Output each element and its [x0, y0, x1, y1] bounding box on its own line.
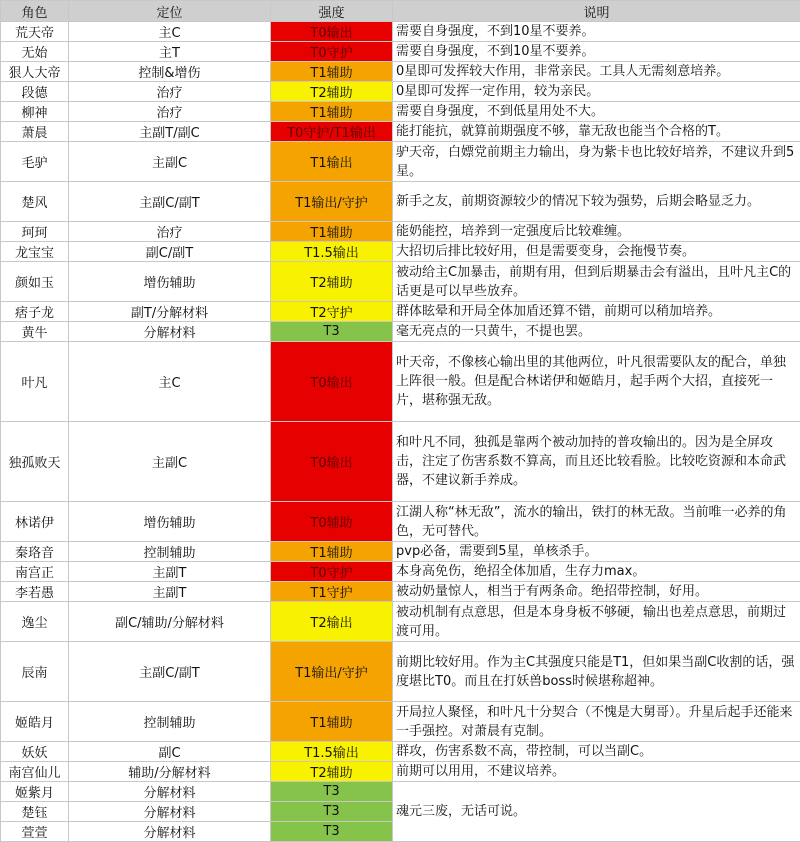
character-description: 需要自身强度，不到10星不要养。	[393, 42, 800, 62]
character-name: 段德	[1, 82, 69, 102]
character-name: 叶凡	[1, 342, 69, 422]
character-position: 主T	[69, 42, 271, 62]
table-row	[1, 42, 800, 62]
table-row	[1, 322, 800, 342]
character-description: 开局拉人聚怪，和叶凡十分契合（不愧是大舅哥）。升星后起手还能来一手强控。对萧晨有克制。	[393, 702, 800, 742]
tier-badge: T2辅助	[271, 82, 393, 102]
character-description: pvp必备，需要到5星，单核杀手。	[393, 542, 800, 562]
character-name: 姬皓月	[1, 702, 69, 742]
character-position: 副T/分解材料	[69, 302, 271, 322]
character-description: 0星即可发挥一定作用，较为亲民。	[393, 82, 800, 102]
table-row	[1, 62, 800, 82]
tier-badge: T1输出/守护	[271, 182, 393, 222]
table-row	[1, 422, 800, 502]
character-position: 主副C/副T	[69, 182, 271, 222]
character-position: 治疗	[69, 222, 271, 242]
character-position: 分解材料	[69, 322, 271, 342]
table-row	[1, 122, 800, 142]
table-row	[1, 502, 800, 542]
character-name: 秦珞音	[1, 542, 69, 562]
tier-badge: T2辅助	[271, 262, 393, 302]
character-name: 楚钰	[1, 802, 69, 822]
character-name: 李若愚	[1, 582, 69, 602]
table-row	[1, 542, 800, 562]
character-position: 治疗	[69, 82, 271, 102]
table-row	[1, 642, 800, 702]
character-name: 痞子龙	[1, 302, 69, 322]
tier-badge: T1辅助	[271, 542, 393, 562]
character-description: 需要自身强度，不到低星用处不大。	[393, 102, 800, 122]
character-position: 控制辅助	[69, 702, 271, 742]
character-description: 被动机制有点意思，但是本身身板不够硬，输出也差点意思，前期过渡可用。	[393, 602, 800, 642]
tier-badge: T1.5输出	[271, 242, 393, 262]
character-position: 副C/副T	[69, 242, 271, 262]
table-row	[1, 102, 800, 122]
character-description: 前期比较好用。作为主C其强度只能是T1，但如果当副C收割的话，强度堪比T0。而且在打妖兽boss时候堪称超神。	[393, 642, 800, 702]
character-description: 能打能抗，就算前期强度不够，靠无敌也能当个合格的T。	[393, 122, 800, 142]
character-name: 南宫仙儿	[1, 762, 69, 782]
header-strength: 强度	[271, 1, 393, 22]
character-description: 新手之友，前期资源较少的情况下较为强势，后期会略显乏力。	[393, 182, 800, 222]
character-position: 主副T	[69, 562, 271, 582]
tier-badge: T0输出	[271, 422, 393, 502]
character-name: 林诺伊	[1, 502, 69, 542]
tier-badge: T1辅助	[271, 102, 393, 122]
character-name: 南宫正	[1, 562, 69, 582]
character-name: 姬紫月	[1, 782, 69, 802]
tier-badge: T1.5输出	[271, 742, 393, 762]
tier-badge: T2辅助	[271, 762, 393, 782]
tier-badge: T0守护	[271, 562, 393, 582]
table-row	[1, 762, 800, 782]
character-position: 治疗	[69, 102, 271, 122]
character-description: 被动给主C加暴击，前期有用，但到后期暴击会有溢出，且叶凡主C的话更是可以早些放弃。	[393, 262, 800, 302]
character-description: 江湖人称“林无敌”，流水的输出，铁打的林无敌。当前唯一必养的角色，无可替代。	[393, 502, 800, 542]
tier-badge: T3	[271, 822, 393, 842]
tier-badge: T1输出	[271, 142, 393, 182]
character-position: 增伤辅助	[69, 502, 271, 542]
tier-badge: T1辅助	[271, 62, 393, 82]
character-description: 魂元三废，无话可说。	[393, 782, 800, 842]
character-position: 主C	[69, 342, 271, 422]
character-position: 主副C	[69, 422, 271, 502]
table-body	[1, 22, 800, 842]
character-name: 妖妖	[1, 742, 69, 762]
table-row	[1, 82, 800, 102]
character-description: 和叶凡不同，独孤是靠两个被动加持的普攻输出的。因为是全屏攻击，注定了伤害系数不算高，而且还比较看脸。比较吃资源和本命武器，不建议新手养成。	[393, 422, 800, 502]
table-row	[1, 742, 800, 762]
character-name: 柳神	[1, 102, 69, 122]
header-position: 定位	[69, 1, 271, 22]
table-row	[1, 342, 800, 422]
tier-badge: T1辅助	[271, 222, 393, 242]
character-position: 主副T	[69, 582, 271, 602]
table-row	[1, 782, 800, 802]
tier-badge: T1辅助	[271, 702, 393, 742]
table-row	[1, 702, 800, 742]
table-row	[1, 222, 800, 242]
character-position: 分解材料	[69, 782, 271, 802]
character-name: 狠人大帝	[1, 62, 69, 82]
table-row	[1, 562, 800, 582]
tier-badge: T0输出	[271, 22, 393, 42]
table-row	[1, 582, 800, 602]
character-name: 逸尘	[1, 602, 69, 642]
tier-badge: T0辅助	[271, 502, 393, 542]
character-description: 驴天帝，白嫖党前期主力输出，身为紫卡也比较好培养，不建议升到5星。	[393, 142, 800, 182]
character-position: 控制辅助	[69, 542, 271, 562]
character-position: 主副C	[69, 142, 271, 182]
tier-badge: T3	[271, 782, 393, 802]
table-row	[1, 22, 800, 42]
character-position: 主副C/副T	[69, 642, 271, 702]
table-row	[1, 602, 800, 642]
tier-badge: T3	[271, 322, 393, 342]
tier-badge: T0守护/T1输出	[271, 122, 393, 142]
character-description: 前期可以用用，不建议培养。	[393, 762, 800, 782]
character-position: 副C	[69, 742, 271, 762]
character-name: 辰南	[1, 642, 69, 702]
character-description: 群体眩晕和开局全体加盾还算不错，前期可以稍加培养。	[393, 302, 800, 322]
header-role: 角色	[1, 1, 69, 22]
character-name: 龙宝宝	[1, 242, 69, 262]
tier-badge: T2守护	[271, 302, 393, 322]
character-description: 0星即可发挥较大作用，非常亲民。工具人无需刻意培养。	[393, 62, 800, 82]
character-position: 增伤辅助	[69, 262, 271, 302]
character-description: 本身高免伤，绝招全体加盾，生存力max。	[393, 562, 800, 582]
character-position: 主副T/副C	[69, 122, 271, 142]
table-header	[1, 1, 800, 22]
character-position: 控制&增伤	[69, 62, 271, 82]
character-name: 毛驴	[1, 142, 69, 182]
character-name: 独孤败天	[1, 422, 69, 502]
tier-badge: T1输出/守护	[271, 642, 393, 702]
character-name: 珂珂	[1, 222, 69, 242]
tier-badge: T0输出	[271, 342, 393, 422]
character-name: 无始	[1, 42, 69, 62]
character-position: 副C/辅助/分解材料	[69, 602, 271, 642]
tier-badge: T1守护	[271, 582, 393, 602]
table-row	[1, 262, 800, 302]
tier-badge: T0守护	[271, 42, 393, 62]
character-description: 叶天帝，不像核心输出里的其他两位，叶凡很需要队友的配合，单独上阵很一般。但是配合林诺伊和姬皓月，起手两个大招，直接死一片，堪称强无敌。	[393, 342, 800, 422]
table-row	[1, 242, 800, 262]
character-position: 分解材料	[69, 802, 271, 822]
character-description: 毫无亮点的一只黄牛，不提也罢。	[393, 322, 800, 342]
character-description: 需要自身强度，不到10星不要养。	[393, 22, 800, 42]
tier-badge: T3	[271, 802, 393, 822]
character-position: 分解材料	[69, 822, 271, 842]
character-description: 大招切后排比较好用，但是需要变身，会拖慢节奏。	[393, 242, 800, 262]
character-description: 能奶能控，培养到一定强度后比较难缠。	[393, 222, 800, 242]
character-position: 辅助/分解材料	[69, 762, 271, 782]
character-name: 楚风	[1, 182, 69, 222]
character-name: 颜如玉	[1, 262, 69, 302]
character-name: 萱萱	[1, 822, 69, 842]
table-row	[1, 302, 800, 322]
character-description: 被动奶量惊人，相当于有两条命。绝招带控制，好用。	[393, 582, 800, 602]
character-description: 群攻，伤害系数不高，带控制，可以当副C。	[393, 742, 800, 762]
character-name: 黄牛	[1, 322, 69, 342]
header-description: 说明	[393, 1, 800, 22]
character-name: 荒天帝	[1, 22, 69, 42]
character-position: 主C	[69, 22, 271, 42]
table-row	[1, 182, 800, 222]
character-name: 萧晨	[1, 122, 69, 142]
table-row	[1, 142, 800, 182]
tier-badge: T2输出	[271, 602, 393, 642]
